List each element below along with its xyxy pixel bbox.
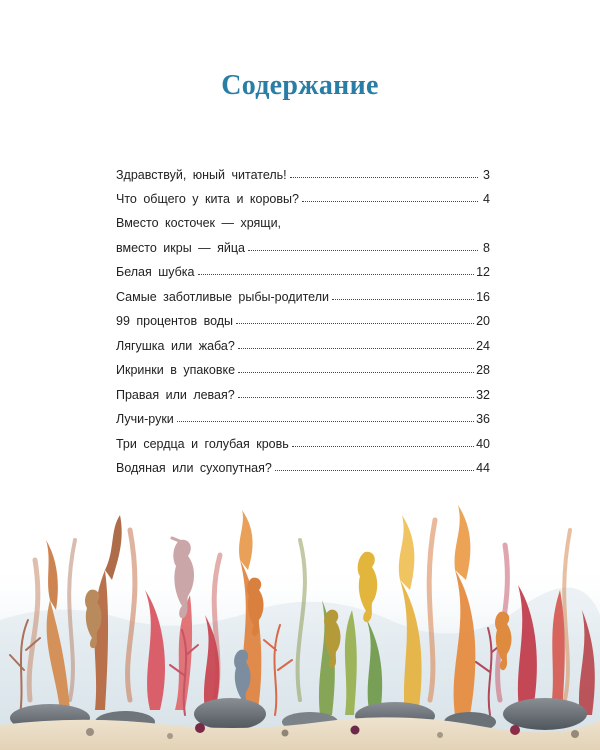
toc-entry[interactable] [116, 182, 490, 207]
toc-leader-dots [290, 177, 478, 178]
toc-leader-dots [275, 470, 474, 471]
toc-page-number: 4 [483, 192, 490, 206]
toc-page-number: 3 [483, 167, 490, 182]
toc-entry-title: Здравствуй, юный читатель! [116, 167, 287, 182]
toc-page-number: 8 [483, 240, 490, 255]
toc-entry-title: Водяная или сухопутная? [116, 461, 272, 475]
toc-leader-dots [238, 397, 474, 398]
toc-page-number: 16 [476, 289, 490, 304]
toc-entry[interactable] [116, 377, 490, 402]
seabed-seaweed-seahorses-illustration [0, 500, 600, 750]
toc-entry-title: Лягушка или жаба? [116, 338, 235, 353]
toc-entry[interactable] [116, 328, 490, 353]
toc-leader-dots [238, 372, 474, 373]
toc-page-number: 32 [476, 387, 490, 402]
toc-entry[interactable] [116, 426, 490, 451]
toc-entry-title: Правая или левая? [116, 387, 235, 402]
toc-entry[interactable] [116, 157, 490, 182]
toc-entry[interactable] [116, 206, 490, 255]
toc-leader-dots [248, 250, 478, 251]
toc-entry-title: Три сердца и голубая кровь [116, 436, 289, 451]
toc-entry-title: Что общего у кита и коровы? [116, 192, 299, 206]
toc-entry[interactable] [116, 304, 490, 329]
toc-entry-title: 99 процентов воды [116, 314, 234, 328]
toc-entry[interactable] [116, 255, 490, 280]
toc-page-number: 12 [476, 265, 490, 279]
toc-page-number: 24 [476, 338, 490, 353]
toc-leader-dots [292, 446, 474, 447]
toc-entry-title-line2: вместо икры — яйца [116, 240, 246, 255]
toc-page-number: 20 [476, 314, 490, 328]
toc-entry-title: Самые заботливые рыбы-родители [116, 289, 329, 304]
toc-entry[interactable] [116, 402, 490, 427]
toc-page-number: 36 [476, 412, 490, 426]
toc-entry-title: Лучи-руки [116, 412, 174, 426]
toc-entry-title: Икринки в упаковке [116, 363, 236, 377]
toc-entry[interactable] [116, 279, 490, 304]
toc-leader-dots [236, 323, 474, 324]
toc-page-number: 28 [476, 363, 490, 377]
table-of-contents [116, 157, 490, 475]
page-title: Содержание [221, 70, 379, 101]
toc-leader-dots [332, 299, 474, 300]
toc-page-number: 44 [476, 461, 490, 475]
toc-entry[interactable] [116, 451, 490, 476]
toc-entry[interactable] [116, 353, 490, 378]
toc-entry-title: Белая шубка [116, 265, 195, 279]
toc-leader-dots [198, 274, 475, 275]
toc-leader-dots [302, 201, 478, 202]
toc-entry-title-line1: Вместо косточек — хрящи, [116, 216, 282, 230]
toc-page-number: 40 [476, 436, 490, 451]
toc-leader-dots [238, 348, 474, 349]
toc-leader-dots [177, 421, 474, 422]
